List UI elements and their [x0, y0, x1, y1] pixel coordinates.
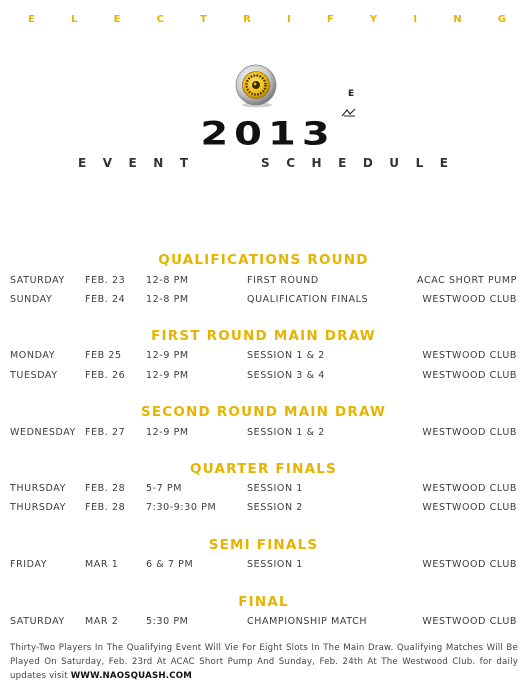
subtitle-letter: S: [261, 156, 270, 170]
row-time: 5:30 PM: [146, 616, 189, 627]
year-title: 2013: [200, 115, 336, 153]
event-schedule-subtitle: [78, 156, 448, 170]
row-day: TUESDAY: [10, 370, 58, 381]
schedule-row: [0, 350, 527, 364]
row-venue: WESTWOOD CLUB: [422, 559, 517, 570]
schedule-row: [0, 616, 527, 630]
row-day: SUNDAY: [10, 294, 53, 305]
row-time: 12-9 PM: [146, 427, 189, 438]
row-date: FEB. 24: [85, 294, 126, 305]
schedule-row: [0, 275, 527, 289]
electrifying-banner: [28, 14, 506, 25]
row-event: CHAMPIONSHIP MATCH: [247, 616, 368, 627]
row-time: 12-8 PM: [146, 275, 189, 286]
row-date: MAR 2: [85, 616, 119, 627]
subtitle-letter: N: [153, 156, 164, 170]
section-title-final: FINAL: [238, 594, 289, 610]
section-title-semi-finals: SEMI FINALS: [208, 537, 319, 553]
banner-letter: Y: [369, 14, 378, 25]
banner-letter: N: [453, 14, 462, 25]
row-venue: WESTWOOD CLUB: [422, 370, 517, 381]
row-event: SESSION 1: [247, 559, 303, 570]
row-event: SESSION 1 & 2: [247, 350, 325, 361]
section-title-qualifications: QUALIFICATIONS ROUND: [158, 252, 369, 268]
logo-mark: E: [348, 89, 355, 99]
subtitle-letter: E: [78, 156, 87, 170]
footer-note: [10, 641, 518, 684]
row-time: 12-9 PM: [146, 350, 189, 361]
banner-letter: F: [326, 14, 334, 25]
section-title-quarter-finals: QUARTER FINALS: [190, 461, 337, 477]
row-venue: WESTWOOD CLUB: [422, 294, 517, 305]
footer-url[interactable]: WWW.NAOSQUASH.COM: [70, 671, 192, 682]
schedule-row: [0, 427, 527, 441]
row-venue: WESTWOOD CLUB: [422, 502, 517, 513]
section-title-second-round: SECOND ROUND MAIN DRAW: [140, 404, 387, 420]
schedule-row: [0, 502, 527, 516]
row-event: SESSION 2: [247, 502, 303, 513]
row-event: SESSION 1: [247, 483, 303, 494]
footer-text: Thirty-Two Players In The Qualifying Event Will Vie For Eight Slots In The Main Draw. Qualifying Matches Will Be Played On Saturday, Feb. 23rd At ACAC Short Pump And Sunday, Feb. 24th At The Westwood Club. for daily updates visit: [10, 643, 518, 682]
subtitle-letter: E: [338, 156, 347, 170]
subtitle-letter: E: [128, 156, 137, 170]
subtitle-letter: C: [286, 156, 296, 170]
squash-ball-logo: [233, 63, 279, 109]
subtitle-letter: D: [362, 156, 373, 170]
schedule-row: [0, 559, 527, 573]
row-event: QUALIFICATION FINALS: [247, 294, 369, 305]
banner-letter: E: [28, 14, 35, 25]
row-time: 7:30-9:30 PM: [146, 502, 217, 513]
row-day: WEDNESDAY: [10, 427, 76, 438]
signature-mark: [341, 108, 357, 118]
banner-letter: R: [243, 14, 251, 25]
schedule-row: [0, 294, 527, 308]
row-date: FEB. 23: [85, 275, 126, 286]
row-day: THURSDAY: [10, 483, 67, 494]
row-day: SATURDAY: [10, 616, 65, 627]
row-date: FEB. 27: [85, 427, 126, 438]
banner-letter: E: [113, 14, 121, 25]
row-time: 12-9 PM: [146, 370, 189, 381]
row-date: FEB. 26: [85, 370, 126, 381]
row-time: 12-8 PM: [146, 294, 189, 305]
section-title-first-round: FIRST ROUND MAIN DRAW: [151, 328, 376, 344]
schedule-row: [0, 370, 527, 384]
row-time: 6 & 7 PM: [146, 559, 194, 570]
row-day: THURSDAY: [10, 502, 67, 513]
subtitle-letter: V: [102, 156, 113, 170]
subtitle-gap: [205, 156, 245, 170]
banner-letter: G: [497, 14, 506, 25]
subtitle-letter: L: [415, 156, 424, 170]
banner-letter: C: [156, 14, 164, 25]
banner-letter: T: [200, 14, 207, 25]
row-date: FEB. 28: [85, 502, 126, 513]
row-venue: ACAC SHORT PUMP: [417, 275, 517, 286]
subtitle-letter: U: [389, 156, 400, 170]
row-day: MONDAY: [10, 350, 56, 361]
row-event: SESSION 3 & 4: [247, 370, 325, 381]
banner-letter: I: [286, 14, 291, 25]
subtitle-letter: H: [311, 156, 322, 170]
row-day: SATURDAY: [10, 275, 65, 286]
row-time: 5-7 PM: [146, 483, 183, 494]
row-day: FRIDAY: [10, 559, 48, 570]
row-venue: WESTWOOD CLUB: [422, 616, 517, 627]
row-date: MAR 1: [85, 559, 119, 570]
row-venue: WESTWOOD CLUB: [422, 427, 517, 438]
row-date: FEB 25: [85, 350, 122, 361]
banner-letter: I: [413, 14, 418, 25]
row-venue: WESTWOOD CLUB: [422, 350, 517, 361]
row-date: FEB. 28: [85, 483, 126, 494]
row-event: FIRST ROUND: [247, 275, 319, 286]
row-venue: WESTWOOD CLUB: [422, 483, 517, 494]
banner-letter: L: [71, 14, 78, 25]
schedule-row: [0, 483, 527, 497]
subtitle-letter: T: [179, 156, 188, 170]
subtitle-letter: E: [439, 156, 448, 170]
row-event: SESSION 1 & 2: [247, 427, 325, 438]
